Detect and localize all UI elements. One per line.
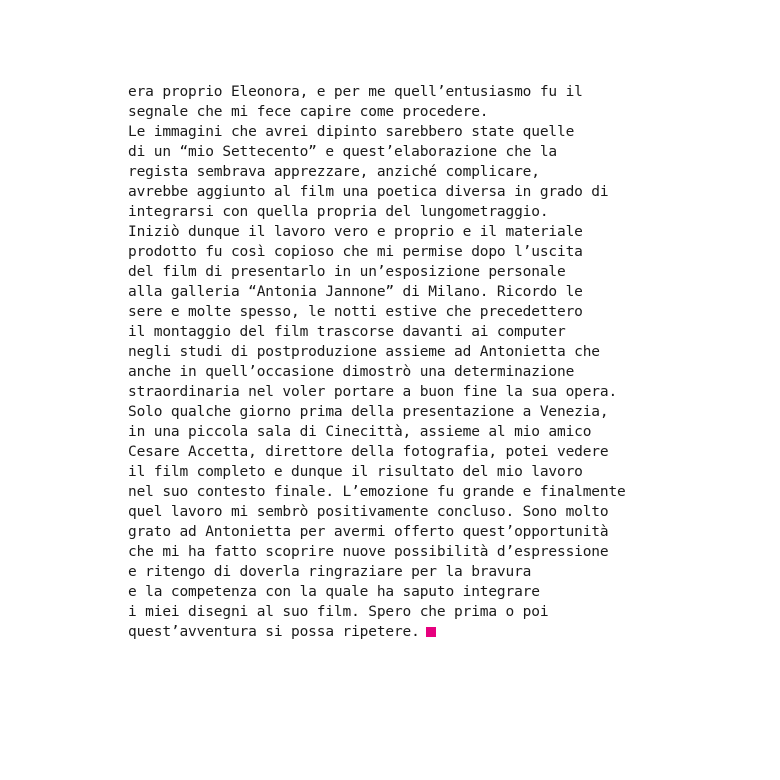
text-line: integrarsi con quella propria del lungometraggio. (128, 204, 549, 220)
text-line: anche in quell’occasione dimostrò una determinazione (128, 364, 575, 380)
text-line: il montaggio del film trascorse davanti ai computer (128, 324, 566, 340)
text-line: avrebbe aggiunto al film una poetica diversa in grado di (128, 184, 609, 200)
text-line: straordinaria nel voler portare a buon fine la sua opera. (128, 384, 618, 400)
text-line: negli studi di postproduzione assieme ad Antonietta che (128, 344, 600, 360)
last-line (128, 622, 668, 642)
text-line: quel lavoro mi sembrò positivamente concluso. Sono molto (128, 504, 609, 520)
text-line: e ritengo di doverla ringraziare per la bravura (128, 564, 532, 580)
text-line: nel suo contesto finale. L’emozione fu grande e finalmente (128, 484, 626, 500)
text-line: alla galleria “Antonia Jannone” di Milano. Ricordo le (128, 284, 583, 300)
text-line: grato ad Antonietta per avermi offerto quest’opportunità (128, 524, 609, 540)
end-of-article-square-icon (426, 627, 436, 637)
text-line: del film di presentarlo in un’esposizione personale (128, 264, 566, 280)
text-line: Iniziò dunque il lavoro vero e proprio e il materiale (128, 224, 583, 240)
text-line: che mi ha fatto scoprire nuove possibilità d’espressione (128, 544, 609, 560)
text-line: segnale che mi fece capire come procedere. (128, 104, 489, 120)
text-line: e la competenza con la quale ha saputo integrare (128, 584, 540, 600)
text-line: Le immagini che avrei dipinto sarebbero state quelle (128, 124, 575, 140)
text-line: era proprio Eleonora, e per me quell’entusiasmo fu il (128, 84, 583, 100)
text-line: Cesare Accetta, direttore della fotografia, potei vedere (128, 444, 609, 460)
text-line: Solo qualche giorno prima della presentazione a Venezia, (128, 404, 609, 420)
text-line: prodotto fu così copioso che mi permise dopo l’uscita (128, 244, 583, 260)
text-line: di un “mio Settecento” e quest’elaborazione che la (128, 144, 557, 160)
text-line: sere e molte spesso, le notti estive che precedettero (128, 304, 583, 320)
article-text (128, 82, 668, 642)
text-line: il film completo e dunque il risultato del mio lavoro (128, 464, 583, 480)
text-line: quest’avventura si possa ripetere. (128, 624, 420, 640)
text-line: regista sembrava apprezzare, anziché complicare, (128, 164, 540, 180)
text-line: in una piccola sala di Cinecittà, assieme al mio amico (128, 424, 592, 440)
text-line: i miei disegni al suo film. Spero che prima o poi (128, 604, 549, 620)
